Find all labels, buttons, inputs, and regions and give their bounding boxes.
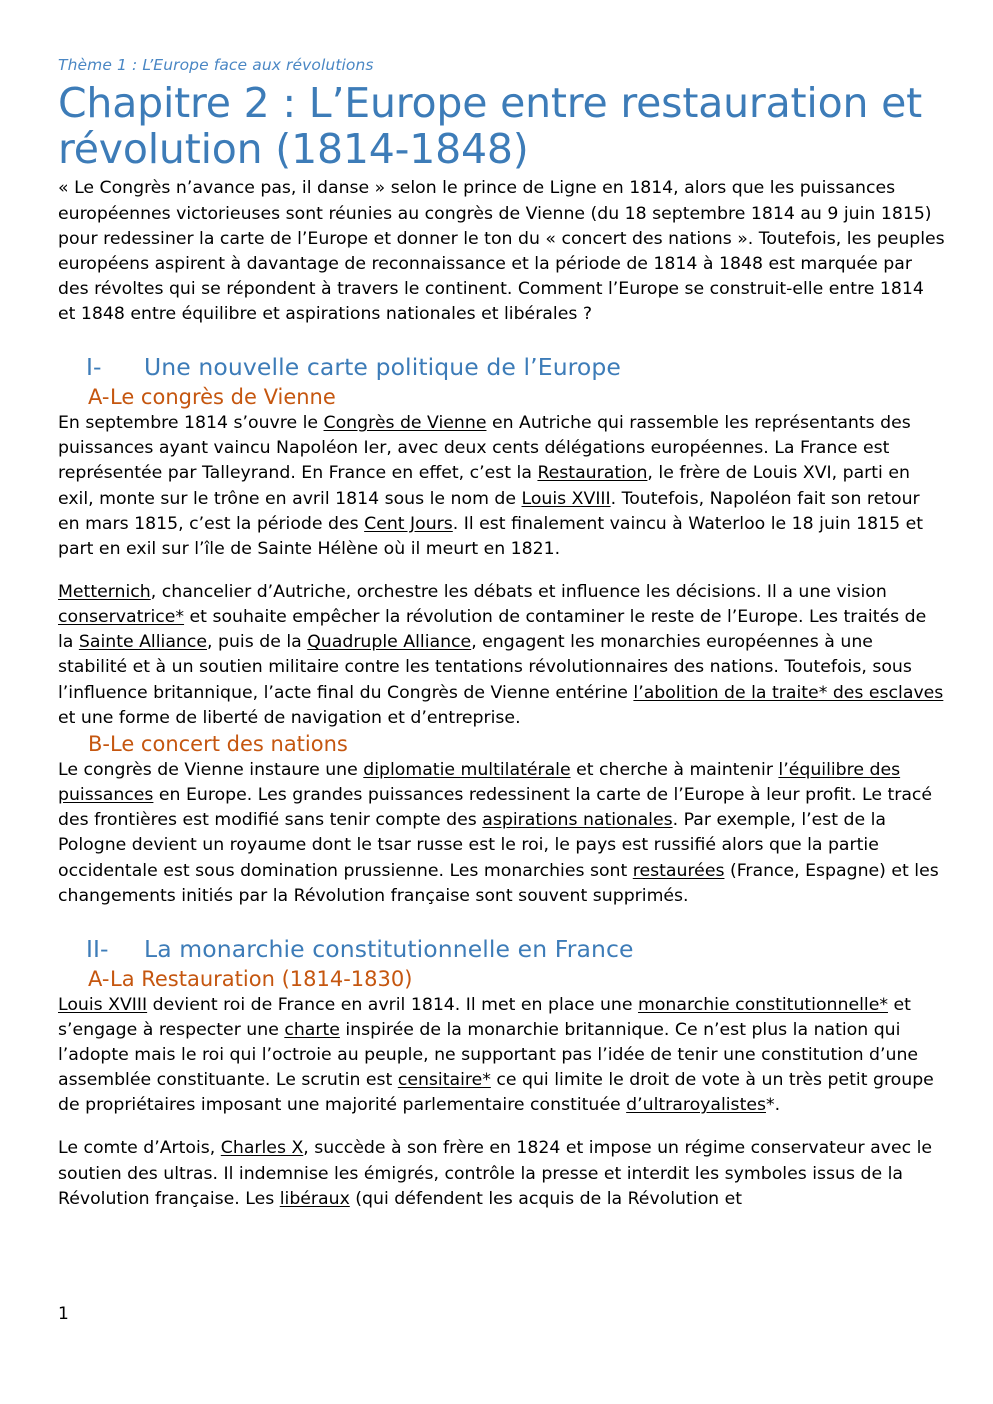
section-heading-2: [58, 935, 945, 964]
intro-paragraph: [58, 176, 945, 327]
text-run: Le comte d’Artois,: [58, 1138, 221, 1159]
key-term: censitaire*: [397, 1070, 491, 1091]
key-term: Louis XVIII: [521, 488, 611, 509]
key-term: diplomatie multilatérale: [363, 759, 571, 780]
paragraph-1a-2: [58, 580, 945, 731]
paragraph-1b-1: [58, 758, 945, 909]
key-term: monarchie constitutionnelle*: [638, 994, 888, 1015]
section-heading-1: [58, 353, 945, 382]
subsection-number-1b: B-: [88, 731, 110, 756]
text-run: En septembre 1814 s’ouvre le: [58, 413, 324, 434]
section-number-2: II-: [86, 934, 109, 963]
text-run: *.: [765, 1095, 781, 1116]
subsection-title-2a: La Restauration (1814-1830): [110, 966, 413, 991]
paragraph-2a-1: [58, 993, 945, 1119]
key-term: restaurées: [632, 860, 725, 881]
key-term: d’ultraroyalistes: [626, 1095, 766, 1116]
subsection-heading-1b: [58, 731, 945, 757]
section-title-1: Une nouvelle carte politique de l’Europe: [144, 353, 621, 382]
text-run: en Autriche qui rassemble les représentants des puissances ayant vaincu Napoléon Ier, avec deux cents délégations européennes. La France est représentée par Talleyrand. En France en effet, c’est la: [58, 413, 911, 484]
text-run: , engagent les monarchies européennes à une stabilité et à un soutien militaire contre les tentations révolutionnaires des nations. Toutefois, sous l’influence britannique, l’acte final du Congrès de Vienne entérine: [58, 632, 912, 703]
subsection-title-1a: Le congrès de Vienne: [110, 385, 336, 409]
text-run: Le congrès de Vienne instaure une: [58, 759, 364, 780]
key-term: Quadruple Alliance: [307, 632, 472, 653]
theme-line: Thème 1 : L’Europe face aux révolutions: [58, 56, 374, 74]
text-run: et une forme de liberté de navigation et d’entreprise.: [58, 707, 521, 728]
page-title: Chapitre 2 : L’Europe entre restauration et révolution (1814-1848): [58, 78, 922, 173]
text-run: ce qui limite le droit de vote à un très petit groupe de propriétaires imposant une majorité parlementaire constituée: [58, 1070, 934, 1116]
text-run: et souhaite empêcher la révolution de contaminer le reste de l’Europe. Les traités de la: [58, 607, 927, 653]
text-run: (France, Espagne) et les changements initiés par la Révolution française sont souvent supprimés.: [58, 860, 939, 906]
subsection-title-1b: Le concert des nations: [110, 731, 348, 756]
text-run: « Le Congrès n’avance pas, il danse » selon le prince de Ligne en 1814, alors que les puissances européennes victorieuses sont réunies au congrès de Vienne (du 18 septembre 1814 au 9 juin 1815) pour redessiner la carte de l’Europe et donner le ton du « concert des nations ». Toutefois, les peuples européens aspirent à davantage de reconnaissance et la période de 1814 à 1848 est marquée par des révoltes qui se répondent à travers le continent. Comment l’Europe se construit-elle entre 1814 et 1848 entre équilibre et aspirations nationales et libérales ?: [58, 178, 945, 325]
subsection-heading-2a: [58, 966, 945, 992]
key-term: Metternich: [58, 581, 151, 602]
key-term: aspirations nationales: [482, 810, 673, 831]
key-term: Congrès de Vienne: [323, 413, 487, 434]
key-term: Cent Jours: [364, 513, 453, 534]
section-number-1: I-: [86, 353, 102, 382]
text-run: , puis de la: [207, 632, 308, 653]
text-run: , succède à son frère en 1824 et impose un régime conservateur avec le soutien des ultras. Il indemnise les émigrés, contrôle la presse et interdit les symboles issus de la Révolution française. Les: [58, 1138, 933, 1209]
text-run: devient roi de France en avril 1814. Il met en place une: [147, 994, 639, 1015]
text-run: en Europe. Les grandes puissances redessinent la carte de l’Europe à leur profit. Le tracé des frontières est modifié sans tenir compte des: [58, 785, 933, 831]
section-title-2: La monarchie constitutionnelle en France: [144, 934, 634, 963]
text-run: , chancelier d’Autriche, orchestre les débats et influence les décisions. Il a une vision: [150, 581, 887, 602]
text-run: et s’engage à respecter une: [58, 994, 911, 1040]
key-term: Sainte Alliance: [78, 632, 208, 653]
paragraph-1a-1: [58, 411, 945, 562]
text-run: , le frère de Louis XVI, parti en exil, monte sur le trône en avril 1814 sous le nom de: [58, 463, 910, 509]
text-run: . Il est finalement vaincu à Waterloo le 18 juin 1815 et part en exil sur l’île de Sainte Hélène où il meurt en 1821.: [58, 513, 924, 559]
page-number: 1: [58, 1304, 69, 1324]
key-term: Restauration: [537, 463, 648, 484]
key-term: Charles X: [220, 1138, 304, 1159]
subsection-heading-1a: [58, 384, 945, 410]
key-term: l’abolition de la traite* des esclaves: [633, 682, 944, 703]
text-run: . Par exemple, l’est de la Pologne devient un royaume dont le tsar russe est le roi, le pays est russifié alors que la partie occidentale est sous domination prussienne. Les monarchies sont: [58, 810, 887, 881]
subsection-number-2a: A-: [88, 966, 110, 991]
paragraph-2a-2: [58, 1136, 945, 1211]
text-run: . Toutefois, Napoléon fait son retour en mars 1815, c’est la période des: [58, 488, 920, 534]
key-term: conservatrice*: [58, 607, 185, 628]
key-term: l’équilibre des puissances: [58, 759, 901, 806]
key-term: Louis XVIII: [58, 994, 148, 1015]
text-run: et cherche à maintenir: [570, 759, 779, 780]
key-term: libéraux: [279, 1188, 350, 1209]
text-run: inspirée de la monarchie britannique. Ce n’est plus la nation qui l’adopte mais le roi qui l’octroie au peuple, ne supportant pas l’idée de tenir une constitution d’une assemblée constituante. Le scrutin est: [58, 1019, 919, 1091]
text-run: (qui défendent les acquis de la Révolution et: [349, 1188, 742, 1209]
key-term: charte: [284, 1019, 340, 1040]
subsection-number-1a: A-: [88, 385, 110, 409]
